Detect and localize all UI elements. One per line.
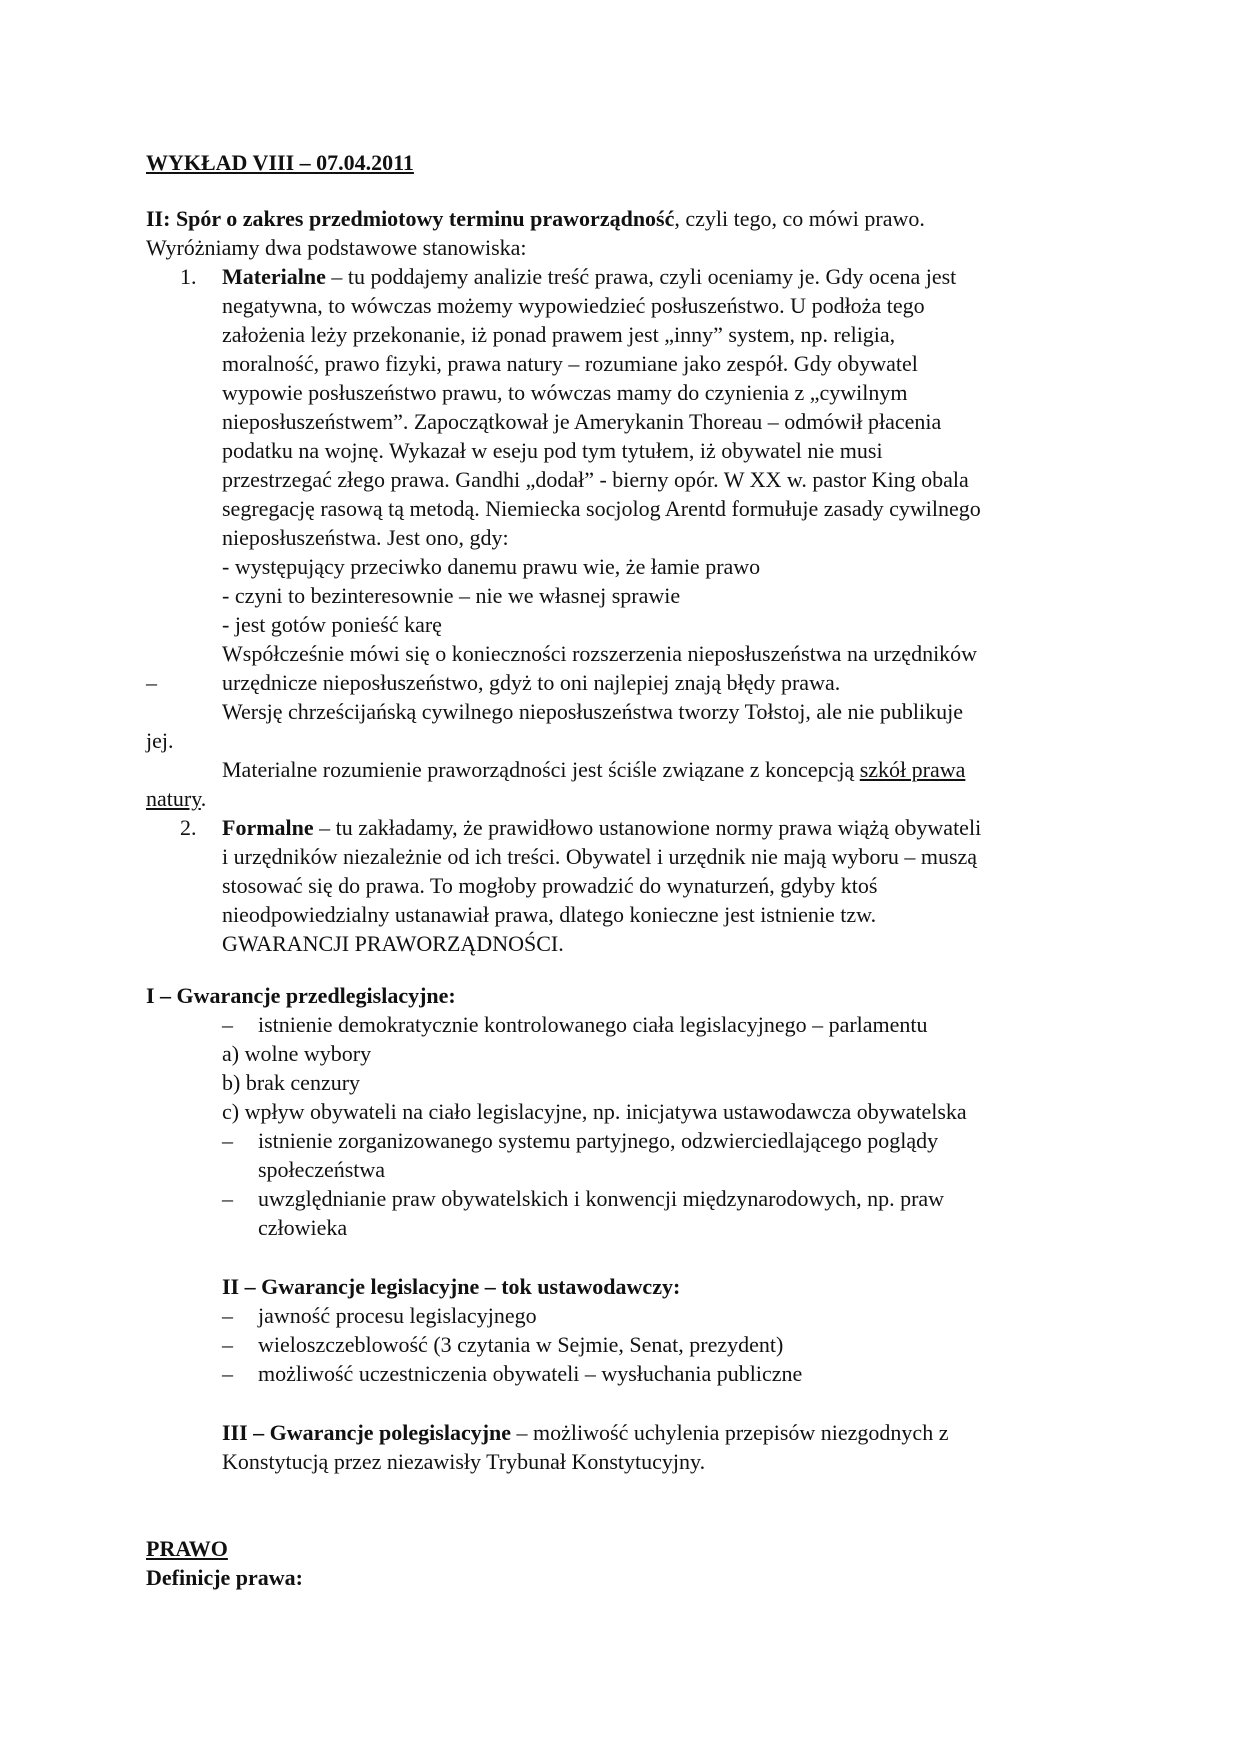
section3-line-1: [222, 1420, 948, 1446]
item1-line-17: jej.: [146, 728, 174, 753]
section3-line-2: Konstytucją przez niezawisły Trybunał Konstytucyjny.: [222, 1449, 706, 1474]
item2-line-1: [222, 815, 981, 841]
item1-line-9: segregację rasową tą metodą. Niemiecka socjolog Arentd formułuje zasady cywilnego: [222, 496, 981, 521]
item2-label: Formalne: [222, 815, 314, 840]
item2-line-1-rest: – tu zakładamy, że prawidłowo ustanowione normy prawa wiążą obywateli: [313, 815, 982, 840]
section1-dash-1: –: [222, 1012, 233, 1037]
intro-rest: , czyli tego, co mówi prawo.: [674, 206, 925, 231]
item1-line-19-rest: .: [200, 786, 207, 811]
intro-line-1: [146, 206, 925, 232]
item1-line-18-text: Materialne rozumienie praworządności jest ściśle związane z koncepcją: [222, 757, 860, 782]
section2-dash-2: –: [222, 1332, 233, 1357]
item1-line-1-rest: – tu poddajemy analizie treść prawa, czyli oceniamy je. Gdy ocena jest: [325, 264, 957, 289]
item1-line-3: założenia leży przekonanie, iż ponad prawem jest „inny” system, np. religia,: [222, 322, 896, 347]
item2-line-2: i urzędników niezależnie od ich treści. Obywatel i urzędnik nie mają wyboru – muszą: [222, 844, 978, 869]
item1-line-5: wypowie posłuszeństwo prawu, to wówczas mamy do czynienia z „cywilnym: [222, 380, 908, 405]
item2-line-5: GWARANCJI PRAWORZĄDNOŚCI.: [222, 931, 564, 956]
definitions-heading: Definicje prawa:: [146, 1565, 304, 1590]
condition-2: - czyni to bezinteresownie – nie we własnej sprawie: [222, 583, 681, 608]
section3-rest: – możliwość uchylenia przepisów niezgodnych z: [511, 1420, 949, 1445]
section1-bullet-2b: społeczeństwa: [258, 1157, 386, 1182]
condition-1: - występujący przeciwko danemu prawu wie, że łamie prawo: [222, 554, 761, 579]
section1-dash-3: –: [222, 1186, 233, 1211]
page-title: WYKŁAD VIII – 07.04.2011: [146, 150, 414, 175]
section1-bullet-1: istnienie demokratycznie kontrolowanego ciała legislacyjnego – parlamentu: [258, 1012, 928, 1037]
item1-number: 1.: [180, 264, 197, 289]
item1-line-4: moralność, prawo fizyki, prawa natury – rozumiane jako zespół. Gdy obywatel: [222, 351, 918, 376]
section1-bullet-3b: człowieka: [258, 1215, 348, 1240]
section1-bullet-3a: uwzględnianie praw obywatelskich i konwencji międzynarodowych, np. praw: [258, 1186, 945, 1211]
section2-bullet-1: jawność procesu legislacyjnego: [258, 1303, 537, 1328]
section1-sub-c: c) wpływ obywateli na ciało legislacyjne, np. inicjatywa ustawodawcza obywatelska: [222, 1099, 967, 1124]
item1-line-16: Wersję chrześcijańską cywilnego nieposłuszeństwa tworzy Tołstoj, ale nie publikuje: [222, 699, 964, 724]
section3-heading: III – Gwarancje polegislacyjne: [222, 1420, 512, 1445]
item1-line-19: [146, 786, 206, 812]
item1-line-14: Współcześnie mówi się o konieczności rozszerzenia nieposłuszeństwa na urzędników: [222, 641, 978, 666]
item1-line-18: [222, 757, 965, 783]
intro-bold: II: Spór o zakres przedmiotowy terminu praworządność: [146, 206, 675, 231]
section2-dash-1: –: [222, 1303, 233, 1328]
item1-line-6: nieposłuszeństwem”. Zapoczątkował je Amerykanin Thoreau – odmówił płacenia: [222, 409, 942, 434]
item2-line-3: stosować się do prawa. To mogłoby prowadzić do wynaturzeń, gdyby ktoś: [222, 873, 878, 898]
item2-line-4: nieodpowiedzialny ustanawiał prawa, dlatego konieczne jest istnienie tzw.: [222, 902, 877, 927]
item1-line-15: urzędnicze nieposłuszeństwo, gdyż to oni najlepiej znają błędy prawa.: [222, 670, 841, 695]
section2-heading: II – Gwarancje legislacyjne – tok ustawodawczy:: [222, 1274, 681, 1299]
schools-link-part1: szkół prawa: [859, 757, 966, 782]
intro-line-2: Wyróżniamy dwa podstawowe stanowiska:: [146, 235, 527, 260]
section1-bullet-2a: istnienie zorganizowanego systemu partyjnego, odzwierciedlającego poglądy: [258, 1128, 939, 1153]
section2-bullet-2: wieloszczeblowość (3 czytania w Sejmie, Senat, prezydent): [258, 1332, 784, 1357]
section1-dash-2: –: [222, 1128, 233, 1153]
condition-3: - jest gotów ponieść karę: [222, 612, 442, 637]
item1-label: Materialne: [222, 264, 326, 289]
section2-bullet-3: możliwość uczestniczenia obywateli – wysłuchania publiczne: [258, 1361, 803, 1386]
section1-sub-b: b) brak cenzury: [222, 1070, 361, 1095]
prawo-heading: PRAWO: [146, 1536, 228, 1561]
section1-sub-a: a) wolne wybory: [222, 1041, 372, 1066]
item2-number: 2.: [180, 815, 197, 840]
section2-dash-3: –: [222, 1361, 233, 1386]
item1-line-8: przestrzegać złego prawa. Gandhi „dodał” - bierny opór. W XX w. pastor King obala: [222, 467, 969, 492]
item1-line-15-dash: –: [146, 670, 157, 695]
item1-line-2: negatywna, to wówczas możemy wypowiedzieć posłuszeństwo. U podłoża tego: [222, 293, 925, 318]
schools-link-part2: natury: [146, 786, 201, 811]
item1-line-10: nieposłuszeństwa. Jest ono, gdy:: [222, 525, 509, 550]
item1-line-1: [222, 264, 956, 290]
section1-heading: I – Gwarancje przedlegislacyjne:: [146, 983, 456, 1008]
item1-line-7: podatku na wojnę. Wykazał w eseju pod tym tytułem, iż obywatel nie musi: [222, 438, 883, 463]
